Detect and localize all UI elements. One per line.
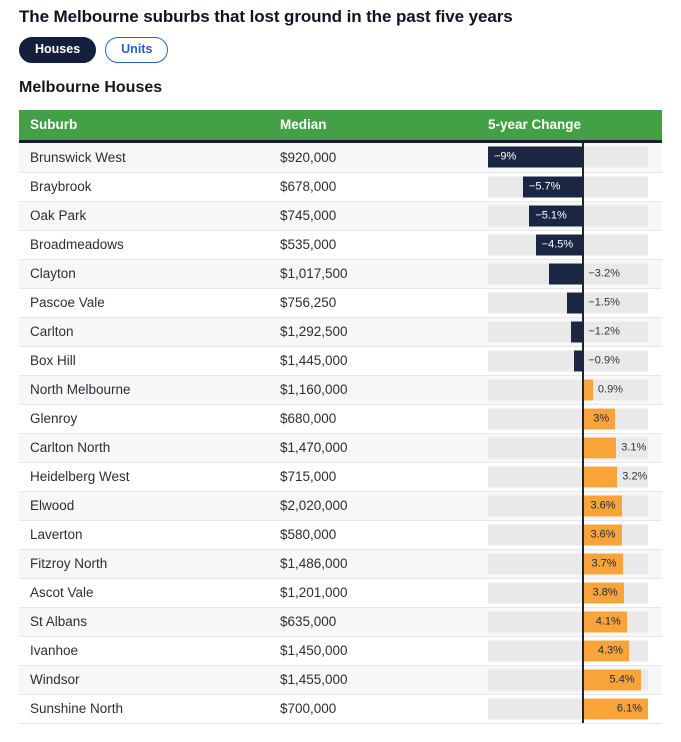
suburb-cell: Sunshine North [30, 701, 124, 717]
change-cell [488, 608, 662, 636]
suburb-cell: Elwood [30, 498, 75, 514]
table-row [19, 288, 662, 317]
change-value-label: 4.3% [597, 644, 623, 657]
change-bar-track [488, 524, 648, 545]
change-value-label: −1.5% [588, 296, 620, 309]
change-bar-track [488, 437, 648, 458]
change-bar-track [488, 669, 648, 690]
change-bar-track [488, 495, 648, 516]
median-cell: $678,000 [280, 179, 337, 195]
median-cell: $535,000 [280, 237, 337, 253]
change-cell [488, 202, 662, 230]
suburb-cell: Windsor [30, 672, 80, 688]
change-cell [488, 434, 662, 462]
median-cell: $1,445,000 [280, 353, 348, 369]
change-value-label: −9% [494, 150, 517, 163]
table-row [19, 520, 662, 549]
median-cell: $680,000 [280, 411, 337, 427]
change-bar-track [488, 466, 648, 487]
change-value-label: 3.1% [621, 441, 647, 454]
change-bar-track [488, 379, 648, 400]
change-cell [488, 143, 662, 172]
change-bar-track [488, 553, 648, 574]
change-value-label: 3.8% [592, 586, 618, 599]
median-cell: $1,470,000 [280, 440, 348, 456]
change-bar-track [488, 321, 648, 342]
table-row [19, 462, 662, 491]
units-toggle-button[interactable]: Units [105, 37, 168, 63]
change-bar-track [488, 611, 648, 632]
median-cell: $920,000 [280, 149, 337, 165]
median-cell: $1,450,000 [280, 643, 348, 659]
change-cell [488, 376, 662, 404]
median-cell: $756,250 [280, 295, 337, 311]
change-bar-track [488, 176, 648, 197]
change-cell [488, 347, 662, 375]
table-row [19, 665, 662, 694]
suburb-cell: Oak Park [30, 208, 87, 224]
median-cell: $745,000 [280, 208, 337, 224]
change-bar-track [488, 582, 648, 603]
change-cell [488, 231, 662, 259]
change-bar-track [488, 263, 648, 284]
change-value-label: 3.6% [590, 499, 616, 512]
change-bar [583, 437, 616, 458]
change-cell [488, 550, 662, 578]
table-row [19, 694, 662, 723]
change-bar [567, 292, 583, 313]
table-row [19, 201, 662, 230]
change-bar-track [488, 292, 648, 313]
table-row [19, 636, 662, 665]
change-bar [549, 263, 583, 284]
suburb-cell: Carlton North [30, 440, 111, 456]
change-cell [488, 260, 662, 288]
table-row [19, 491, 662, 520]
change-cell [488, 695, 662, 723]
table-body [19, 143, 662, 724]
change-cell [488, 405, 662, 433]
suburbs-table [19, 110, 662, 724]
median-cell: $1,292,500 [280, 324, 348, 340]
table-header-row [19, 110, 662, 143]
suburb-cell: Laverton [30, 527, 83, 543]
section-title: Melbourne Houses [19, 78, 163, 96]
column-header-suburb: Suburb [30, 117, 78, 133]
suburb-cell: Brunswick West [30, 149, 126, 165]
change-bar [583, 379, 593, 400]
table-row [19, 607, 662, 636]
suburb-cell: Ivanhoe [30, 643, 79, 659]
change-bar-track [488, 234, 648, 255]
median-cell: $580,000 [280, 527, 337, 543]
suburb-cell: North Melbourne [30, 382, 131, 398]
table-row [19, 143, 662, 172]
change-value-label: −5.1% [535, 209, 567, 222]
change-cell [488, 463, 662, 491]
change-value-label: −4.5% [541, 238, 574, 251]
table-row [19, 172, 662, 201]
suburb-cell: Fitzroy North [30, 556, 108, 572]
change-value-label: −3.2% [588, 267, 620, 280]
table-row [19, 375, 662, 404]
median-cell: $1,017,500 [280, 266, 348, 282]
change-bar-track [488, 408, 648, 429]
change-value-label: −1.2% [588, 325, 620, 338]
change-bar-track [488, 147, 648, 168]
suburb-cell: St Albans [30, 614, 88, 630]
change-cell [488, 492, 662, 520]
change-bar-track [488, 640, 648, 661]
table-row [19, 404, 662, 433]
table-row [19, 433, 662, 462]
change-value-label: 4.1% [595, 615, 621, 628]
column-header-median: Median [280, 117, 327, 133]
change-cell [488, 666, 662, 694]
change-value-label: 3.2% [622, 470, 648, 483]
suburb-cell: Box Hill [30, 353, 76, 369]
median-cell: $1,160,000 [280, 382, 348, 398]
change-cell [488, 173, 662, 201]
change-cell [488, 579, 662, 607]
table-row [19, 317, 662, 346]
suburb-cell: Pascoe Vale [30, 295, 105, 311]
change-value-label: 0.9% [597, 383, 623, 396]
page-title: The Melbourne suburbs that lost ground in the past five years [19, 7, 513, 26]
change-cell [488, 318, 662, 346]
suburb-cell: Glenroy [30, 411, 78, 427]
change-cell [488, 289, 662, 317]
change-value-label: −0.9% [588, 354, 620, 367]
suburb-cell: Braybrook [30, 179, 92, 195]
houses-toggle-button[interactable]: Houses [19, 37, 96, 63]
change-value-label: 6.1% [616, 702, 642, 715]
change-value-label: 3.6% [590, 528, 616, 541]
suburb-cell: Carlton [30, 324, 74, 340]
zero-baseline [582, 143, 584, 723]
change-bar-track [488, 205, 648, 226]
median-cell: $1,486,000 [280, 556, 348, 572]
change-cell [488, 637, 662, 665]
table-row [19, 578, 662, 607]
suburb-cell: Heidelberg West [30, 469, 130, 485]
change-value-label: 5.4% [609, 673, 635, 686]
median-cell: $700,000 [280, 701, 337, 717]
table-row [19, 259, 662, 288]
column-header-change: 5-year Change [488, 117, 582, 133]
change-cell [488, 521, 662, 549]
suburb-cell: Ascot Vale [30, 585, 94, 601]
change-bar-track [488, 698, 648, 719]
change-value-label: 3.7% [591, 557, 617, 570]
median-cell: $635,000 [280, 614, 337, 630]
change-value-label: −5.7% [528, 180, 561, 193]
table-row [19, 346, 662, 375]
change-bar-track [488, 350, 648, 371]
suburb-cell: Clayton [30, 266, 76, 282]
property-type-toggle [19, 37, 681, 63]
median-cell: $715,000 [280, 469, 337, 485]
table-row [19, 549, 662, 578]
median-cell: $2,020,000 [280, 498, 348, 514]
change-value-label: 3% [593, 412, 610, 425]
suburb-cell: Broadmeadows [30, 237, 124, 253]
change-bar [583, 466, 617, 487]
median-cell: $1,201,000 [280, 585, 348, 601]
table-row [19, 230, 662, 259]
median-cell: $1,455,000 [280, 672, 348, 688]
